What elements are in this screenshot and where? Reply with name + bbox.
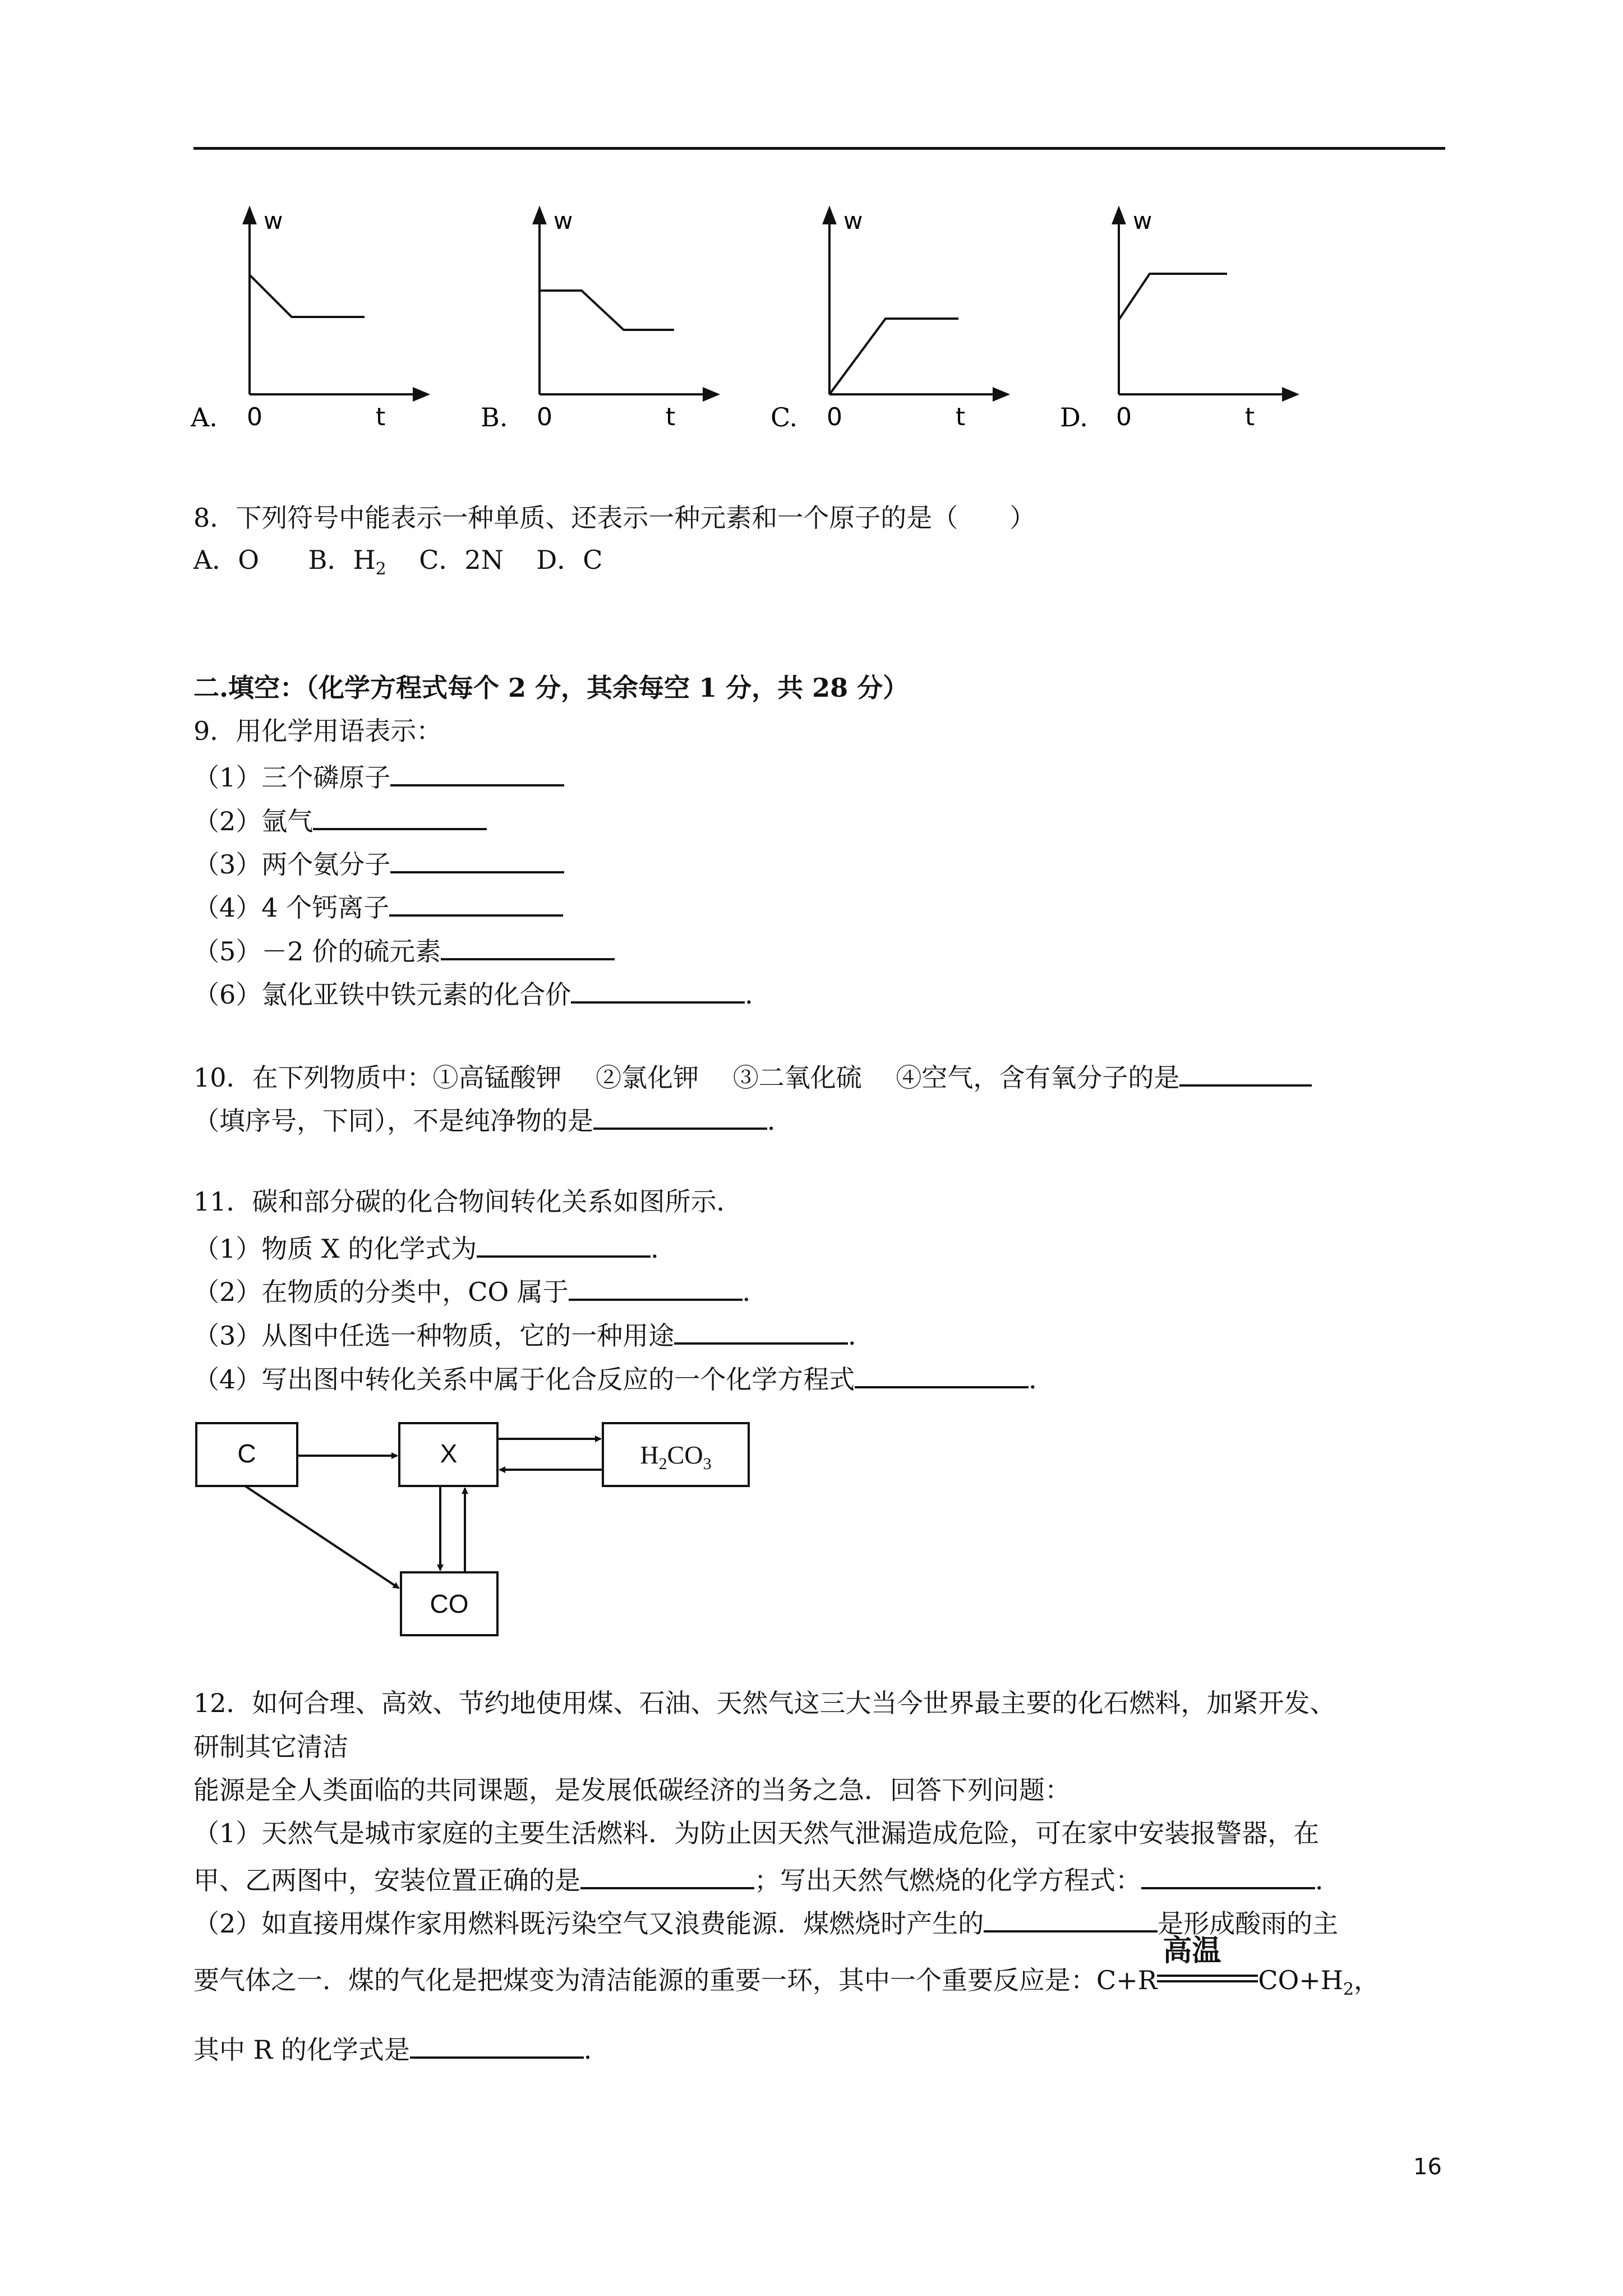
q12-line-1: 12．如何合理、高效、节约地使用煤、石油、天然气这三大当今世界最主要的化石燃料，加紧开发、 [193,1688,1336,1718]
graph-d-option: D. [1060,402,1088,432]
q8-option-b: B．$H_2$ [308,545,386,579]
q11-item-3: （3）从图中任选一种物质，它的一种用途 ． [193,1315,874,1352]
graph-d-origin: 0 [1116,403,1132,431]
box-c-label: C [237,1439,256,1468]
graph-d-x-label: t [1245,403,1255,431]
q9-item-4: （4）4 个钙离子 [193,887,563,924]
header-rule [193,147,1445,150]
box-x-label: X [440,1439,458,1468]
answer-blank[interactable] [477,1228,651,1258]
q9-item-5: （5）－2 价的硫元素 [193,931,615,968]
arrow-c-to-co [245,1486,399,1588]
graph-d-y-label: w [1133,207,1152,234]
q10-line-2: （填序号，下同），不是纯净物的是 ． [193,1101,793,1138]
q12-line-5: 甲、乙两图中，安装位置正确的是 ；写出天然气燃烧的化学方程式： ． [193,1860,1341,1897]
graph-a-origin: 0 [247,403,262,431]
answer-blank[interactable] [571,974,745,1004]
graph-a-option: A. [191,402,218,432]
graph-c-origin: 0 [827,403,842,431]
answer-blank[interactable] [389,887,563,917]
answer-blank[interactable] [580,1860,754,1889]
box-h2co3-label: $H_2CO_3$ [640,1441,712,1473]
q12-line-4: （1）天然气是城市家庭的主要生活燃料．为防止因天然气泄漏造成危险，可在家中安装报警器，在 [193,1818,1320,1848]
page-number: 16 [1413,2154,1442,2180]
q12-line-8: 其中 R 的化学式是 ． [193,2030,610,2067]
graph-d [1060,202,1307,449]
graph-b [481,202,727,449]
answer-blank[interactable] [1141,1860,1315,1889]
q11-item-4: （4）写出图中转化关系中属于化合反应的一个化学方程式 ． [193,1359,1054,1396]
curve-d [1119,274,1227,320]
q12-line-2: 研制其它清洁 [193,1732,348,1762]
reaction-equals-sign [1157,1934,1258,1989]
answer-blank[interactable] [984,1903,1158,1932]
box-co-label: CO [430,1589,469,1618]
answer-blank[interactable] [390,844,564,873]
q10-line-1: 10．在下列物质中：①高锰酸钾 ②氯化钾 ③二氧化硫 ④空气，含有氧分子的是 [193,1057,1312,1094]
q9-item-6: （6）氯化亚铁中铁元素的化合价 ． [193,974,771,1011]
graph-b-option: B. [481,402,508,432]
curve-b [540,291,674,330]
carbon-conversion-diagram [193,1411,754,1646]
answer-blank[interactable] [1179,1057,1312,1087]
graph-b-x-label: t [666,403,676,431]
graph-c-y-label: w [843,207,863,234]
q8-option-c: C．2N [419,545,504,575]
q9-item-2: （2）氩气 [193,801,487,838]
answer-blank[interactable] [855,1359,1029,1388]
graph-b-y-label: w [554,207,573,234]
answer-blank[interactable] [569,1272,743,1301]
graph-a-y-label: w [264,207,283,234]
answer-blank[interactable] [410,2030,584,2059]
answer-blank[interactable] [441,931,615,960]
answer-blank[interactable] [313,801,487,830]
q11-item-1: （1）物质 X 的化学式为 ． [193,1228,676,1266]
q11-stem: 11．碳和部分碳的化合物间转化关系如图所示． [193,1186,743,1217]
q12-line-3: 能源是全人类面临的共同课题，是发展低碳经济的当务之急．回答下列问题： [193,1775,1071,1805]
q8-option-a: A．O [193,545,259,575]
graph-c [771,202,1017,449]
graph-b-origin: 0 [537,403,552,431]
q9-item-3: （3）两个氨分子 [193,844,564,881]
q12-line-7: 要气体之一．煤的气化是把煤变为清洁能源的重要一环，其中一个重要反应是：C+R 高温 $CO+H_2$， [193,1934,1380,2000]
graph-a [191,202,437,449]
answer-blank[interactable] [390,757,564,786]
reaction-condition: 高温 [1163,1934,1221,1968]
q9-item-1: （1）三个磷原子 [193,757,564,794]
graph-c-x-label: t [956,403,966,431]
answer-blank[interactable] [674,1315,848,1345]
answer-blank[interactable] [593,1101,767,1130]
q11-item-2: （2）在物质的分类中，CO 属于 ． [193,1272,768,1309]
q8-option-d: D．C [536,545,603,575]
graph-c-option: C. [771,402,798,432]
q8-stem: 8．下列符号中能表示一种单质、还表示一种元素和一个原子的是（ ） [193,503,1036,533]
section-2-title: 二.填空：（化学方程式每个 2 分，其余每空 1 分，共 28 分） [193,673,909,703]
q8-options [193,543,602,586]
graph-a-x-label: t [376,403,386,431]
q9-stem: 9．用化学用语表示： [193,716,442,746]
q12-line-6: （2）如直接用煤作家用燃料既污染空气又浪费能源．煤燃烧时产生的 是形成酸雨的主 [193,1903,1338,1940]
curve-c [829,319,958,394]
curve-a [250,275,365,317]
